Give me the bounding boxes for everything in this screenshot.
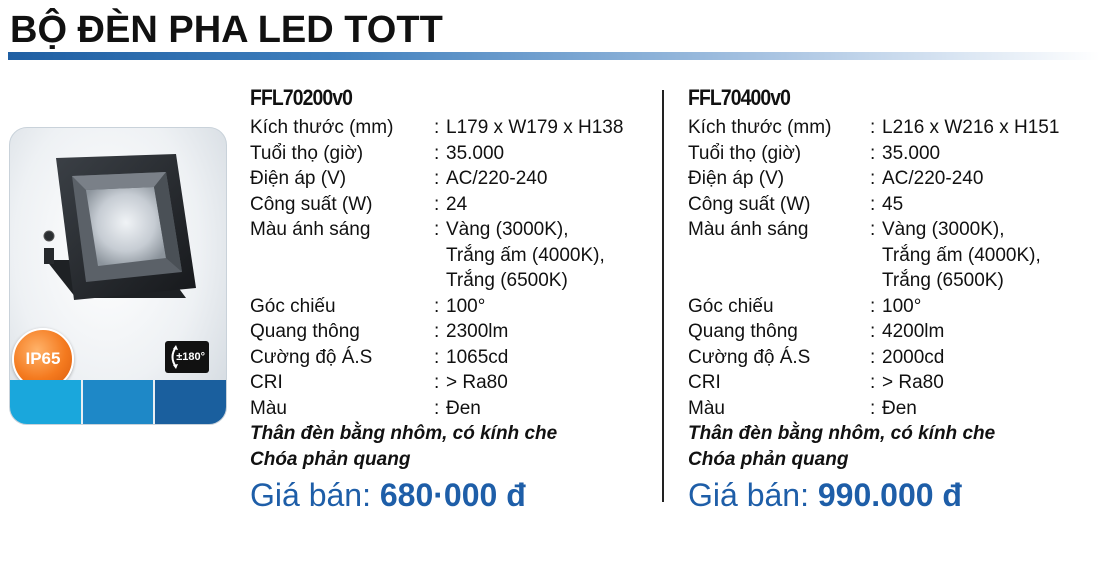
product-note: Thân đèn bằng nhôm, có kính che xyxy=(688,423,996,444)
product-model: FFL70200v0 xyxy=(250,85,353,110)
spec-label: Quang thông xyxy=(250,321,360,342)
rotation-label: ±180° xyxy=(176,351,205,363)
spec-label: Tuổi thọ (giờ) xyxy=(688,142,802,164)
spec-value xyxy=(882,166,983,192)
spec-row xyxy=(250,217,650,294)
spec-label: Cường độ Á.S xyxy=(688,346,811,368)
product-model: FFL70400v0 xyxy=(688,85,791,110)
spec-value-line: L216 x W216 x H151 xyxy=(882,117,1060,138)
spec-label: Màu ánh sáng xyxy=(250,219,371,240)
rotation-180-badge xyxy=(165,341,209,373)
spec-value-line: 1065cd xyxy=(446,346,509,368)
spec-colon: : xyxy=(870,321,876,342)
column-divider xyxy=(662,90,664,502)
card-color-strip xyxy=(10,380,226,424)
spec-value-line: 100° xyxy=(446,295,486,317)
spec-value-line: > Ra80 xyxy=(882,372,944,393)
spec-row xyxy=(250,141,650,167)
spec-value-line: 45 xyxy=(882,193,904,215)
price-amount: 680·000 đ xyxy=(379,477,526,513)
floodlight-image xyxy=(36,148,206,318)
strip-segment xyxy=(10,380,81,424)
spec-value-line: 100° xyxy=(882,295,922,317)
spec-value xyxy=(446,319,508,345)
spec-row xyxy=(250,294,650,320)
spec-value-line: Trắng ấm (4000K), xyxy=(882,244,1041,266)
spec-colon: : xyxy=(870,142,876,164)
spec-value xyxy=(446,294,485,320)
spec-label: Màu ánh sáng xyxy=(688,219,809,240)
spec-value xyxy=(446,217,605,294)
spec-colon: : xyxy=(434,142,440,164)
spec-value-line: Trắng (6500K) xyxy=(882,270,1004,291)
spec-colon: : xyxy=(870,397,876,419)
spec-row xyxy=(250,166,650,192)
spec-label: Góc chiếu xyxy=(250,295,336,317)
spec-label: Kích thước (mm) xyxy=(688,117,832,138)
spec-value-line: 2300lm xyxy=(446,321,509,342)
spec-colon: : xyxy=(434,372,440,393)
spec-value xyxy=(882,319,944,345)
spec-row xyxy=(250,319,650,345)
spec-row xyxy=(688,217,1098,294)
spec-value-line: 35.000 xyxy=(446,142,505,164)
product-price xyxy=(688,475,1098,515)
spec-label: CRI xyxy=(250,372,283,393)
spec-row xyxy=(688,370,1098,396)
spec-value xyxy=(882,370,944,396)
spec-value xyxy=(446,141,504,167)
spec-value-line: Đen xyxy=(882,397,917,419)
spec-row xyxy=(688,345,1098,371)
spec-label: Công suất (W) xyxy=(688,193,811,215)
spec-colon: : xyxy=(870,346,876,368)
spec-value xyxy=(446,115,623,141)
spec-colon: : xyxy=(434,117,440,138)
spec-colon: : xyxy=(434,219,440,240)
spec-row xyxy=(688,192,1098,218)
spec-value xyxy=(446,345,508,371)
spec-value xyxy=(882,294,921,320)
spec-row xyxy=(688,141,1098,167)
product-column xyxy=(250,84,650,515)
product-column xyxy=(688,84,1098,515)
spec-value xyxy=(882,396,917,422)
spec-label: CRI xyxy=(688,372,721,393)
page-title: BỘ ĐÈN PHA LED TOTT xyxy=(10,9,443,51)
spec-row xyxy=(250,396,650,422)
spec-value xyxy=(882,141,940,167)
spec-value-line: Trắng (6500K) xyxy=(446,270,568,291)
spec-colon: : xyxy=(434,193,440,215)
spec-colon: : xyxy=(434,397,440,419)
spec-row xyxy=(688,396,1098,422)
spec-row xyxy=(250,115,650,141)
price-label: Giá bán: xyxy=(688,477,809,513)
price-amount: 990.000 đ xyxy=(817,477,962,513)
spec-row xyxy=(250,370,650,396)
product-note: Chóa phản quang xyxy=(688,449,849,470)
spec-row xyxy=(688,115,1098,141)
spec-value-line: AC/220-240 xyxy=(446,168,548,189)
spec-label: Quang thông xyxy=(688,321,798,342)
spec-value xyxy=(882,217,1041,294)
spec-value-line: 2000cd xyxy=(882,346,945,368)
title-underline-bar xyxy=(8,52,1100,60)
spec-value-line: 35.000 xyxy=(882,142,941,164)
product-image-card xyxy=(9,127,227,425)
spec-row xyxy=(688,294,1098,320)
spec-colon: : xyxy=(434,168,440,189)
spec-label: Kích thước (mm) xyxy=(250,117,394,138)
spec-value xyxy=(446,166,547,192)
product-note: Chóa phản quang xyxy=(250,449,411,470)
spec-label: Góc chiếu xyxy=(688,295,774,317)
spec-value-line: Đen xyxy=(446,397,481,419)
spec-row xyxy=(250,192,650,218)
price-label: Giá bán: xyxy=(250,477,371,513)
spec-label: Màu xyxy=(688,397,725,419)
spec-label: Cường độ Á.S xyxy=(250,346,373,368)
spec-colon: : xyxy=(434,321,440,342)
spec-label: Công suất (W) xyxy=(250,193,373,215)
spec-value xyxy=(882,115,1059,141)
spec-colon: : xyxy=(870,117,876,138)
spec-value xyxy=(446,192,467,218)
strip-segment xyxy=(81,380,154,424)
spec-value-line: 4200lm xyxy=(882,321,945,342)
strip-segment xyxy=(153,380,226,424)
spec-value xyxy=(446,370,508,396)
ip65-badge: IP65 xyxy=(12,328,74,390)
spec-value-line: L179 x W179 x H138 xyxy=(446,117,624,138)
spec-row xyxy=(250,345,650,371)
spec-colon: : xyxy=(870,219,876,240)
spec-value-line: > Ra80 xyxy=(446,372,508,393)
spec-label: Tuổi thọ (giờ) xyxy=(250,142,364,164)
spec-colon: : xyxy=(434,295,440,317)
spec-value xyxy=(882,345,944,371)
spec-value-line: AC/220-240 xyxy=(882,168,984,189)
spec-colon: : xyxy=(434,346,440,368)
spec-row xyxy=(688,166,1098,192)
spec-label: Điện áp (V) xyxy=(250,168,347,189)
rotation-arrow-icon xyxy=(168,345,178,369)
spec-colon: : xyxy=(870,193,876,215)
spec-label: Màu xyxy=(250,397,287,419)
spec-value-line: 24 xyxy=(446,193,468,215)
spec-row xyxy=(688,319,1098,345)
product-note: Thân đèn bằng nhôm, có kính che xyxy=(250,423,558,444)
spec-value xyxy=(446,396,481,422)
spec-value-line: Trắng ấm (4000K), xyxy=(446,244,605,266)
product-price xyxy=(250,475,650,515)
spec-colon: : xyxy=(870,372,876,393)
spec-colon: : xyxy=(870,168,876,189)
spec-colon: : xyxy=(870,295,876,317)
spec-label: Điện áp (V) xyxy=(688,168,785,189)
spec-value-line: Vàng (3000K), xyxy=(446,219,569,240)
spec-value xyxy=(882,192,903,218)
spec-value-line: Vàng (3000K), xyxy=(882,219,1005,240)
